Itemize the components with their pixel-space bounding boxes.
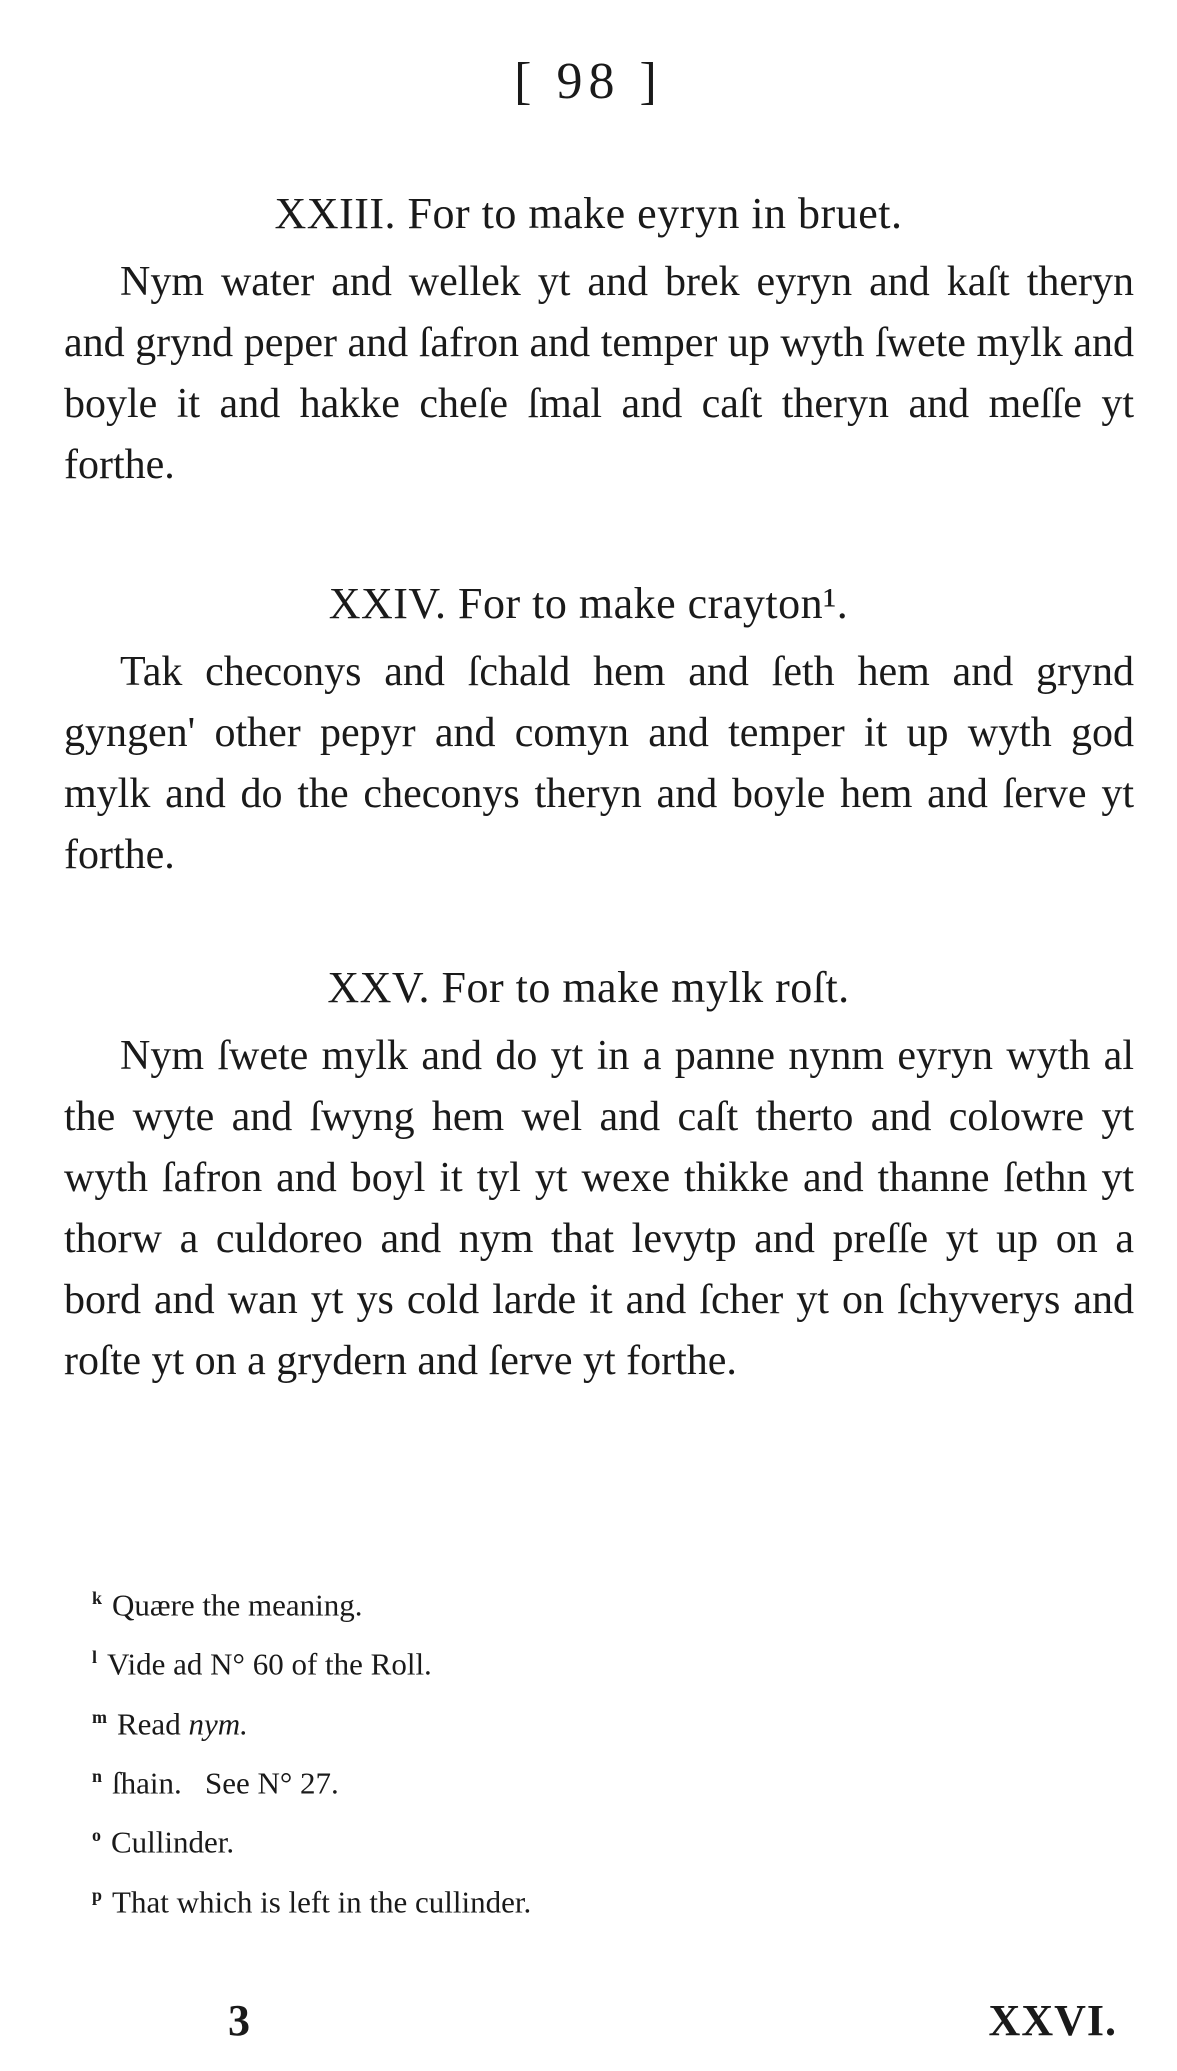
catchword: XXVI. <box>988 1996 1117 2045</box>
footnote-mark: n <box>92 1765 103 1786</box>
footnote-l <box>92 1631 1092 1690</box>
footnote-mark: o <box>92 1825 101 1846</box>
footnote-mark: m <box>92 1706 107 1727</box>
footnote-mark: p <box>92 1884 103 1905</box>
recipe-title-xxiii: XXIII. For to make eyryn in bruet. <box>274 189 903 238</box>
recipe-body-xxiv: Tak checonys and ſchald hem and ſeth hem and grynd gyngen' other pepyr and comyn and temper it up wyth god mylk and do the checonys theryn and boyle hem and ſerve yt forthe. <box>64 649 1134 878</box>
recipe-title-xxiv: XXIV. For to make crayton¹. <box>328 579 849 628</box>
recipe-title-xxv: XXV. For to make mylk roſt. <box>327 963 850 1012</box>
footnotes <box>92 1572 1092 1928</box>
footnote-text: Read <box>117 1705 189 1741</box>
footnote-n <box>92 1750 1092 1809</box>
footnote-text: That which is left in the cullinder. <box>112 1883 532 1919</box>
footnote-text: Vide ad N° 60 of the Roll. <box>107 1646 432 1682</box>
footnote-mark: k <box>92 1588 103 1608</box>
footnote-mark: l <box>92 1647 98 1668</box>
footnote-p <box>92 1869 1092 1928</box>
footnote-text: ſhain. See N° 27. <box>112 1765 339 1801</box>
recipe-body-xxiii: Nym water and wellek yt and brek eyryn and kaſt theryn and grynd peper and ſafron and temper up wyth ſwete mylk and boyle it and hakke cheſe ſmal and caſt theryn and meſſe yt forthe. <box>64 259 1134 488</box>
page-number: [ 98 ] <box>514 53 663 110</box>
footnote-italic-text: nym. <box>188 1705 248 1741</box>
footnote-o <box>92 1809 1092 1868</box>
footnote-k <box>92 1572 1092 1631</box>
footnote-text: Cullinder. <box>111 1824 235 1860</box>
signature-mark: 3 <box>228 1996 250 2045</box>
footnote-text: Quære the meaning. <box>112 1587 363 1623</box>
recipe-body-xxv: Nym ſwete mylk and do yt in a panne nynm eyryn wyth al the wyte and ſwyng hem wel and caſt therto and colowre yt wyth ſafron and boyl it tyl yt wexe thikke and thanne ſethn yt thorw a culdoreo and nym that levytp and preſſe yt up on a bord and wan yt ys cold larde it and ſcher yt on ſchyverys and roſte yt on a grydern and ſerve yt forthe. <box>64 1033 1134 1384</box>
footnote-m <box>92 1691 1092 1750</box>
